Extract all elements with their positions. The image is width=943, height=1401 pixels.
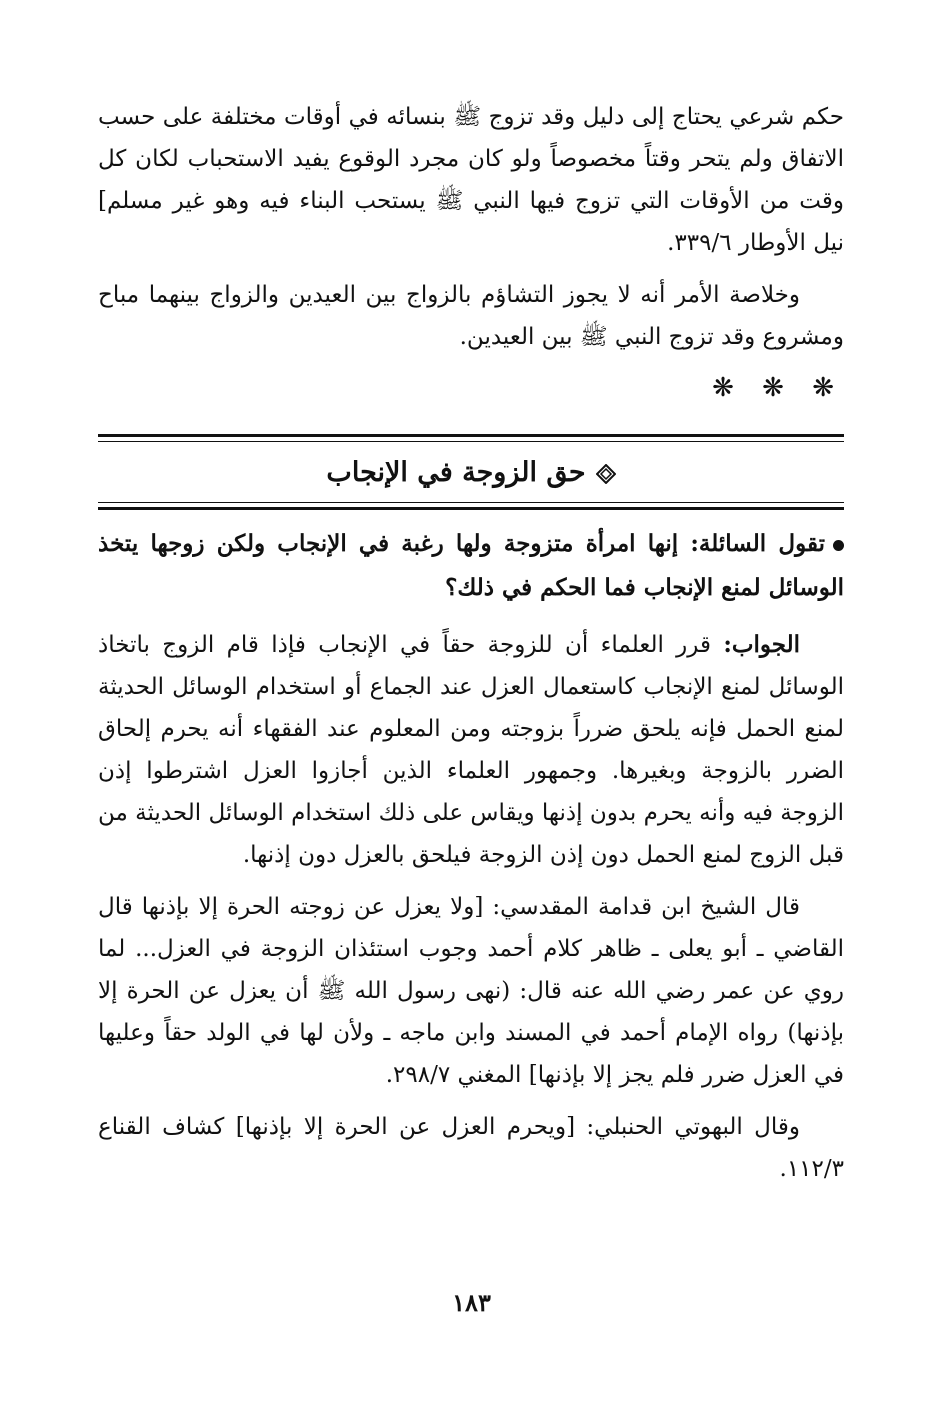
page-number: ١٨٣ <box>452 1288 491 1317</box>
paragraph-conclusion: وخلاصة الأمر أنه لا يجوز التشاؤم بالزواج بين العيدين والزواج بينهما مباح ومشروع وقد تزوج النبي ﷺ بين العيدين. <box>98 282 844 350</box>
section-title-text: حق الزوجة في الإنجاب <box>326 457 586 488</box>
heading-top-rule <box>98 434 844 437</box>
quote-bahuti: وقال البهوتي الحنبلي: [ويحرم العزل عن الحرة إلا بإذنها] كشاف القناع ١١٢/٣. <box>98 1114 844 1182</box>
section-separator: ❋ ❋ ❋ <box>712 373 844 403</box>
section-heading-box <box>98 434 844 510</box>
question-text: تقول السائلة: إنها امرأة متزوجة ولها رغبة في الإنجاب ولكن زوجها يتخذ الوسائل لمنع الإنجاب فما الحكم في ذلك؟ <box>98 530 844 601</box>
heading-bottom-thin-rule <box>98 502 844 503</box>
answer-label: الجواب: <box>723 631 800 658</box>
quote-ibn-qudama: قال الشيخ ابن قدامة المقدسي: [ولا يعزل عن زوجته الحرة إلا بإذنها قال القاضي ـ أبو يعلى ـ ظاهر كلام أحمد وجوب استئذان الزوجة في العزل... لما روي عن عمر رضي الله عنه قال: (نهى رسول الله ﷺ أن يعزل عن الحرة إلا بإذنها) رواه الإمام أحمد في المسند وابن ماجه ـ ولأن لها في الولد حقاً وعليها في العزل ضرر فلم يجز إلا بإذنها] المغني ٢٩٨/٧. <box>98 894 844 1088</box>
paragraph-continuation: حكم شرعي يحتاج إلى دليل وقد تزوج ﷺ بنسائه في أوقات مختلفة على حسب الاتفاق ولم يتحر وقتاً مخصوصاً ولو كان مجرد الوقوع يفيد الاستحباب لكان كل وقت من الأوقات التي تزوج فيها النبي ﷺ يستحب البناء فيه وهو غير مسلم] نيل الأوطار ٣٣٩/٦. <box>98 104 844 256</box>
bullet-icon <box>833 540 844 551</box>
question-paragraph <box>98 522 844 610</box>
section-title <box>98 442 844 502</box>
answer-paragraph <box>98 624 844 876</box>
page-content <box>98 96 844 1200</box>
diamond-ornament-icon <box>596 464 616 484</box>
answer-text: قرر العلماء أن للزوجة حقاً في الإنجاب فإذا قام الزوج باتخاذ الوسائل لمنع الإنجاب كاستعمال العزل عند الجماع أو استخدام الوسائل الحديثة لمنع الحمل فإنه يلحق ضرراً بزوجته ومن المعلوم عند الفقهاء أنه يحرم إلحاق الضرر بالزوجة وبغيرها. وجمهور العلماء الذين أجازوا العزل اشترطوا إذن الزوجة فيه وأنه يحرم بدون إذنها ويقاس على ذلك استخدام الوسائل الحديثة من قبل الزوج لمنع الحمل دون إذن الزوجة فيلحق بالعزل دون إذنها. <box>98 632 844 868</box>
heading-bottom-rule <box>98 507 844 510</box>
